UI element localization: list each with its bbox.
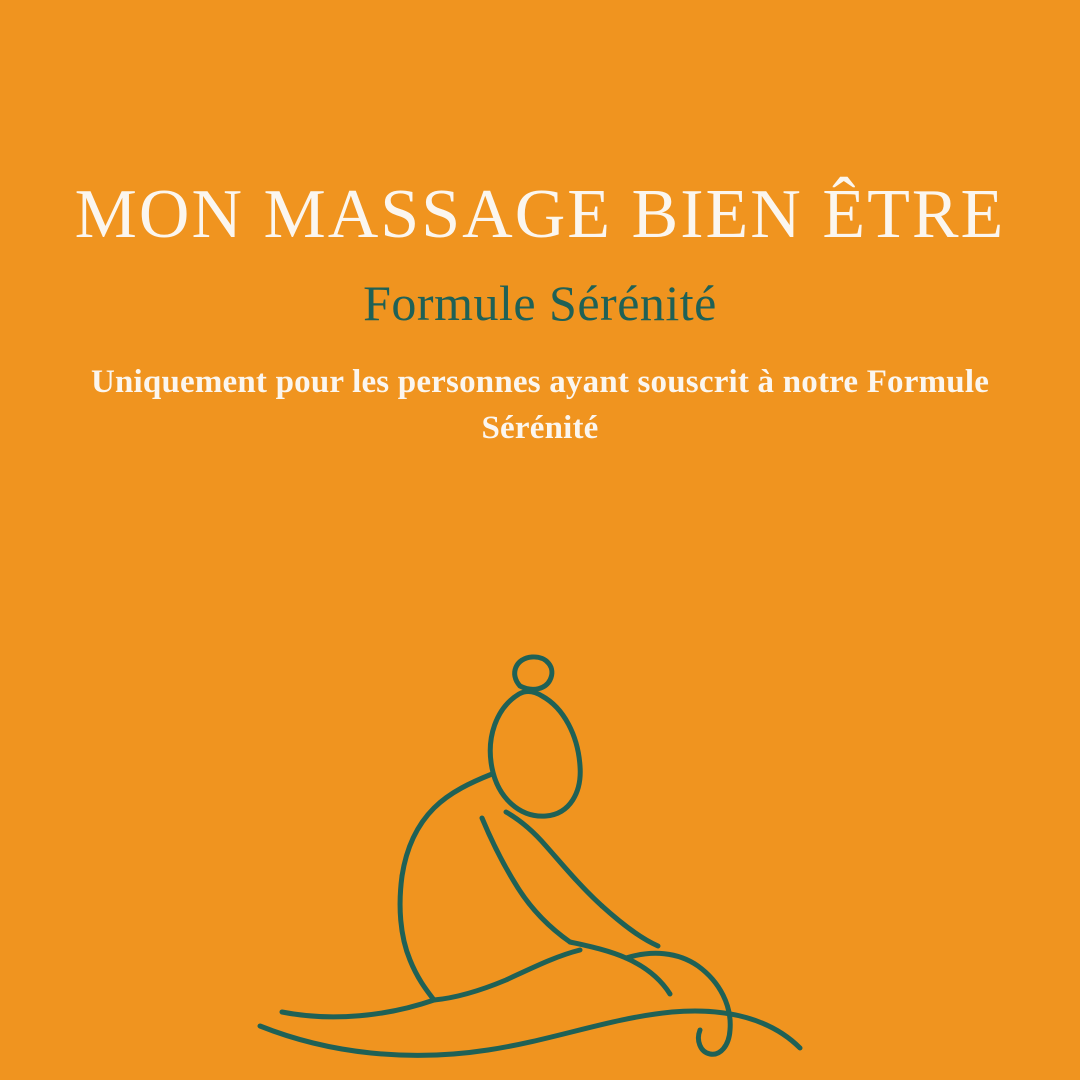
poster-tagline: Uniquement pour les personnes ayant souscrit à notre Formule Sérénité bbox=[90, 364, 990, 447]
seated-massage-figure-icon bbox=[220, 650, 860, 1070]
poster-subtitle: Formule Sérénité bbox=[363, 275, 717, 331]
massage-figure-illustration bbox=[220, 650, 860, 1070]
page-title: MON MASSAGE BIEN ÊTRE bbox=[74, 176, 1006, 253]
poster-text-block bbox=[0, 176, 1080, 451]
